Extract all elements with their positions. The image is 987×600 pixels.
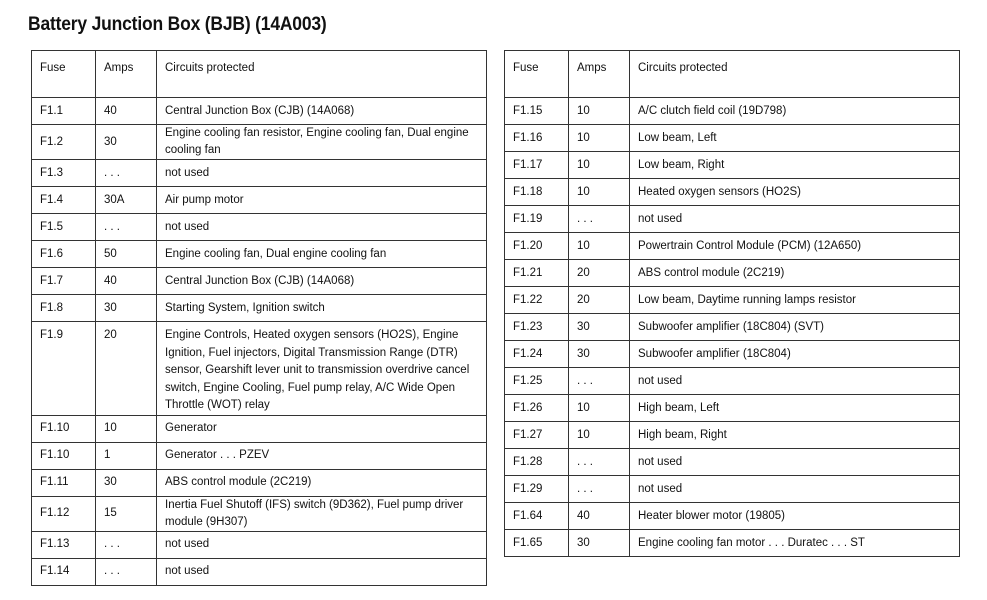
amps-cell: . . . xyxy=(96,160,157,187)
fuse-cell: F1.10 xyxy=(32,442,96,469)
circuits-cell: not used xyxy=(630,368,960,395)
circuits-cell: Generator . . . PZEV xyxy=(157,442,487,469)
amps-cell: . . . xyxy=(569,449,630,476)
table-row xyxy=(32,241,487,268)
fuse-cell: F1.24 xyxy=(505,341,569,368)
amps-cell: 10 xyxy=(96,415,157,442)
table-row xyxy=(32,295,487,322)
table-row xyxy=(505,179,960,206)
fuse-cell: F1.18 xyxy=(505,179,569,206)
fuse-cell: F1.11 xyxy=(32,469,96,496)
circuits-cell: Powertrain Control Module (PCM) (12A650) xyxy=(630,233,960,260)
circuits-cell: not used xyxy=(157,160,487,187)
circuits-cell: Inertia Fuel Shutoff (IFS) switch (9D362), Fuel pump driver module (9H307) xyxy=(157,496,487,531)
circuits-cell: Low beam, Daytime running lamps resistor xyxy=(630,287,960,314)
circuits-cell: not used xyxy=(630,449,960,476)
table-row xyxy=(505,503,960,530)
table-row xyxy=(505,125,960,152)
table-row xyxy=(505,368,960,395)
fuse-cell: F1.15 xyxy=(505,98,569,125)
table-row xyxy=(505,206,960,233)
amps-cell: 30 xyxy=(96,469,157,496)
table-header-row xyxy=(505,51,960,98)
table-row xyxy=(32,558,487,585)
table-row xyxy=(505,314,960,341)
table-row xyxy=(505,422,960,449)
circuits-cell: Subwoofer amplifier (18C804) xyxy=(630,341,960,368)
circuits-cell: not used xyxy=(157,214,487,241)
table-row xyxy=(32,531,487,558)
table-row xyxy=(32,415,487,442)
fuse-cell: F1.23 xyxy=(505,314,569,341)
fuse-cell: F1.2 xyxy=(32,125,96,160)
circuits-cell: not used xyxy=(630,476,960,503)
table-row xyxy=(32,442,487,469)
circuits-cell: Engine cooling fan resistor, Engine cooling fan, Dual engine cooling fan xyxy=(157,125,487,160)
circuits-cell: High beam, Right xyxy=(630,422,960,449)
circuits-cell: High beam, Left xyxy=(630,395,960,422)
header-circuits: Circuits protected xyxy=(630,51,960,98)
table-row xyxy=(505,476,960,503)
table-row xyxy=(32,469,487,496)
amps-cell: . . . xyxy=(569,206,630,233)
amps-cell: . . . xyxy=(96,531,157,558)
amps-cell: 1 xyxy=(96,442,157,469)
circuits-cell: Engine Controls, Heated oxygen sensors (HO2S), Engine Ignition, Fuel injectors, Digital Transmission Range (DTR) sensor, Gearshift lever unit to transmission overdrive cancel switch, Engine Cooling, Fuel pump relay, A/C Wide Open Throttle (WOT) relay xyxy=(157,322,487,416)
amps-cell: . . . xyxy=(96,558,157,585)
circuits-cell: Heater blower motor (19805) xyxy=(630,503,960,530)
amps-cell: 20 xyxy=(569,260,630,287)
table-row xyxy=(32,125,487,160)
fuse-cell: F1.6 xyxy=(32,241,96,268)
table-row xyxy=(32,187,487,214)
amps-cell: 15 xyxy=(96,496,157,531)
table-row xyxy=(505,341,960,368)
circuits-cell: not used xyxy=(157,531,487,558)
fuse-cell: F1.19 xyxy=(505,206,569,233)
fuse-cell: F1.3 xyxy=(32,160,96,187)
table-row xyxy=(32,322,487,416)
amps-cell: 10 xyxy=(569,125,630,152)
header-circuits: Circuits protected xyxy=(157,51,487,98)
header-fuse: Fuse xyxy=(505,51,569,98)
circuits-cell: Engine cooling fan, Dual engine cooling fan xyxy=(157,241,487,268)
circuits-cell: Engine cooling fan motor . . . Duratec . . . ST xyxy=(630,530,960,557)
amps-cell: 30 xyxy=(569,530,630,557)
fuse-cell: F1.25 xyxy=(505,368,569,395)
fuse-cell: F1.22 xyxy=(505,287,569,314)
fuse-cell: F1.65 xyxy=(505,530,569,557)
amps-cell: 10 xyxy=(569,179,630,206)
circuits-cell: Subwoofer amplifier (18C804) (SVT) xyxy=(630,314,960,341)
table-row xyxy=(505,449,960,476)
circuits-cell: Air pump motor xyxy=(157,187,487,214)
amps-cell: 20 xyxy=(569,287,630,314)
fuse-cell: F1.21 xyxy=(505,260,569,287)
amps-cell: 30 xyxy=(96,295,157,322)
circuits-cell: Starting System, Ignition switch xyxy=(157,295,487,322)
circuits-cell: ABS control module (2C219) xyxy=(157,469,487,496)
fuse-table-right xyxy=(504,50,960,557)
circuits-cell: Low beam, Left xyxy=(630,125,960,152)
fuse-cell: F1.20 xyxy=(505,233,569,260)
circuits-cell: Central Junction Box (CJB) (14A068) xyxy=(157,98,487,125)
circuits-cell: not used xyxy=(630,206,960,233)
header-amps: Amps xyxy=(96,51,157,98)
amps-cell: . . . xyxy=(96,214,157,241)
amps-cell: 40 xyxy=(96,268,157,295)
circuits-cell: Low beam, Right xyxy=(630,152,960,179)
fuse-table-left xyxy=(31,50,487,586)
amps-cell: 40 xyxy=(569,503,630,530)
circuits-cell: Heated oxygen sensors (HO2S) xyxy=(630,179,960,206)
table-row xyxy=(505,395,960,422)
table-row xyxy=(32,214,487,241)
page-title: Battery Junction Box (BJB) (14A003) xyxy=(28,14,327,35)
table-row xyxy=(32,160,487,187)
header-fuse: Fuse xyxy=(32,51,96,98)
table-row xyxy=(505,233,960,260)
amps-cell: 10 xyxy=(569,233,630,260)
table-header-row xyxy=(32,51,487,98)
header-amps: Amps xyxy=(569,51,630,98)
fuse-cell: F1.13 xyxy=(32,531,96,558)
circuits-cell: not used xyxy=(157,558,487,585)
fuse-cell: F1.10 xyxy=(32,415,96,442)
amps-cell: 10 xyxy=(569,98,630,125)
table-row xyxy=(505,260,960,287)
table-row xyxy=(505,152,960,179)
amps-cell: 20 xyxy=(96,322,157,416)
circuits-cell: Central Junction Box (CJB) (14A068) xyxy=(157,268,487,295)
fuse-cell: F1.8 xyxy=(32,295,96,322)
fuse-cell: F1.64 xyxy=(505,503,569,530)
table-row xyxy=(32,268,487,295)
table-row xyxy=(505,530,960,557)
fuse-cell: F1.26 xyxy=(505,395,569,422)
circuits-cell: A/C clutch field coil (19D798) xyxy=(630,98,960,125)
fuse-cell: F1.16 xyxy=(505,125,569,152)
fuse-cell: F1.29 xyxy=(505,476,569,503)
fuse-cell: F1.14 xyxy=(32,558,96,585)
fuse-cell: F1.12 xyxy=(32,496,96,531)
amps-cell: 10 xyxy=(569,152,630,179)
fuse-cell: F1.17 xyxy=(505,152,569,179)
amps-cell: . . . xyxy=(569,476,630,503)
table-row xyxy=(32,496,487,531)
amps-cell: 10 xyxy=(569,422,630,449)
fuse-cell: F1.28 xyxy=(505,449,569,476)
amps-cell: 30 xyxy=(569,341,630,368)
amps-cell: 40 xyxy=(96,98,157,125)
circuits-cell: Generator xyxy=(157,415,487,442)
amps-cell: 30 xyxy=(96,125,157,160)
amps-cell: . . . xyxy=(569,368,630,395)
amps-cell: 10 xyxy=(569,395,630,422)
amps-cell: 50 xyxy=(96,241,157,268)
circuits-cell: ABS control module (2C219) xyxy=(630,260,960,287)
fuse-cell: F1.7 xyxy=(32,268,96,295)
amps-cell: 30A xyxy=(96,187,157,214)
table-row xyxy=(505,287,960,314)
amps-cell: 30 xyxy=(569,314,630,341)
fuse-cell: F1.4 xyxy=(32,187,96,214)
fuse-cell: F1.9 xyxy=(32,322,96,416)
fuse-cell: F1.5 xyxy=(32,214,96,241)
table-row xyxy=(505,98,960,125)
fuse-cell: F1.1 xyxy=(32,98,96,125)
table-row xyxy=(32,98,487,125)
fuse-cell: F1.27 xyxy=(505,422,569,449)
